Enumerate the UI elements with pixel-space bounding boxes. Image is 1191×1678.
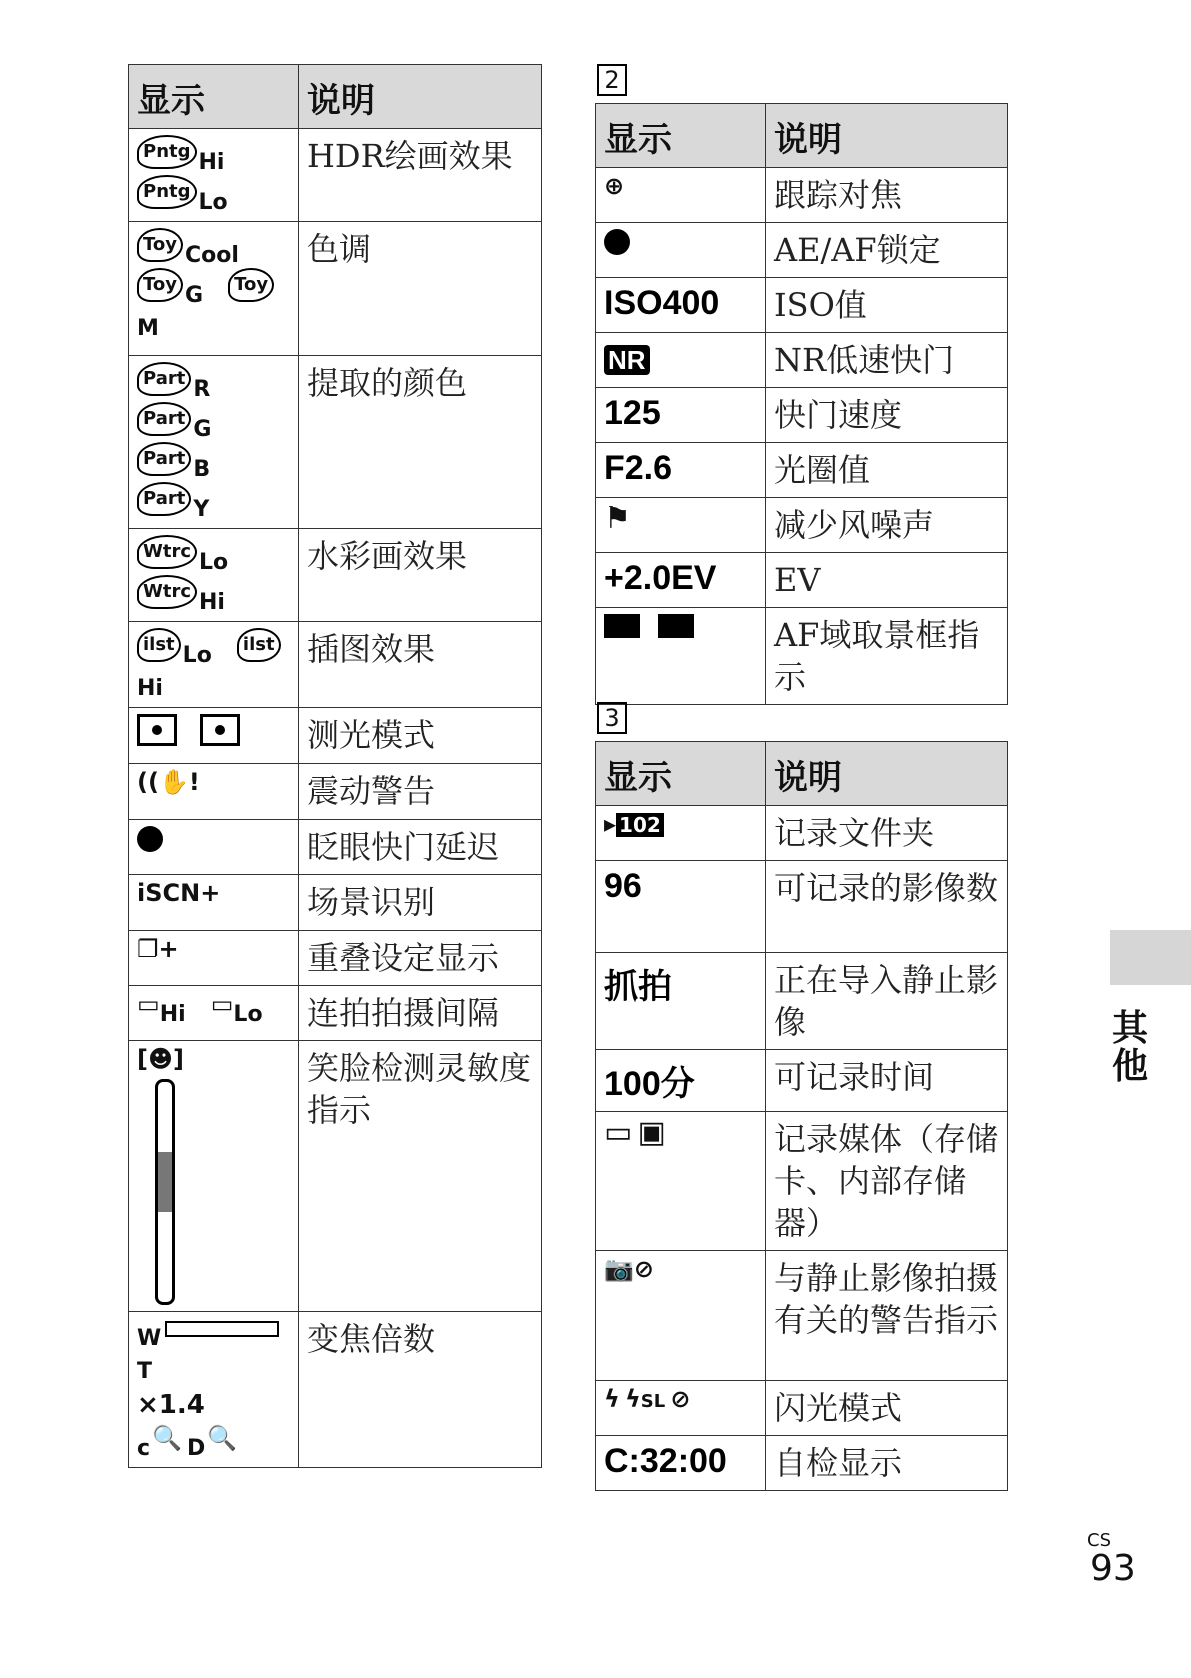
section-number-2: 2 (597, 64, 627, 96)
table-row (596, 553, 1008, 608)
icon-cell (596, 498, 766, 553)
row-desc: AF域取景框指示 (766, 608, 1008, 705)
table-row (596, 1112, 1008, 1251)
icon-cell (129, 820, 299, 875)
header-desc: 说明 (299, 65, 542, 129)
row-desc: 可记录时间 (766, 1050, 1008, 1112)
header-row (129, 65, 542, 129)
table-row (596, 608, 1008, 705)
row-desc: 眨眼快门延迟 (299, 820, 542, 875)
icon-cell (129, 708, 299, 764)
row-desc: 记录文件夹 (766, 806, 1008, 861)
internal-memory-icon: ▣ (637, 1115, 666, 1150)
wtrc-icon: Wtrc (137, 535, 197, 569)
row-desc: 震动警告 (299, 764, 542, 820)
icon-cell (129, 622, 299, 708)
nr-indicator (596, 333, 766, 388)
table-row (129, 875, 542, 931)
flash-slow-sync-icon: ϟSL (624, 1385, 666, 1413)
table-row (596, 806, 1008, 861)
part-icon: Part (137, 362, 191, 396)
blink-icon (137, 826, 163, 852)
row-desc: NR低速快门 (766, 333, 1008, 388)
part-icon: Part (137, 482, 191, 516)
memory-card-icon: ▭ (604, 1115, 633, 1150)
ilst-icon: ilst (137, 628, 181, 662)
icon-cell (596, 806, 766, 861)
burst-hi: Hi (159, 1001, 186, 1027)
aperture-indicator: F2.6 (596, 443, 766, 498)
table-row (596, 861, 1008, 953)
scene-recognition-icon: iSCN+ (137, 879, 221, 907)
zoom-bar-icon (165, 1321, 279, 1337)
icon-cell (129, 356, 299, 529)
row-desc: HDR绘画效果 (299, 129, 542, 222)
icon-cell (129, 1312, 299, 1468)
folder-number: 102 (616, 813, 664, 837)
af-frame-spot-icon (658, 614, 694, 638)
lo-label: Lo (199, 550, 229, 575)
row-desc: 重叠设定显示 (299, 931, 542, 986)
row-desc: EV (766, 553, 1008, 608)
row-desc: 连拍拍摄间隔 (299, 986, 542, 1041)
capture-indicator: 抓拍 (596, 953, 766, 1050)
left-table (128, 64, 542, 1468)
m-label: M (137, 316, 159, 341)
icon-cell (129, 529, 299, 622)
icon-cell (129, 875, 299, 931)
header-display: 显示 (596, 742, 766, 806)
zoom-t: T (137, 1359, 153, 1384)
lo-label: Lo (182, 643, 212, 668)
table-row (129, 820, 542, 875)
part-icon: Part (137, 442, 191, 476)
page-code: CS (1087, 1530, 1111, 1551)
header-desc: 说明 (766, 104, 1008, 168)
pntg-icon: Pntg (137, 175, 197, 209)
page-number: 93 (1090, 1548, 1136, 1589)
header-row (596, 104, 1008, 168)
table-row (129, 931, 542, 986)
image-count: 96 (596, 861, 766, 953)
row-desc: 可记录的影像数 (766, 861, 1008, 953)
ev-indicator: +2.0EV (596, 553, 766, 608)
row-desc: 变焦倍数 (299, 1312, 542, 1468)
icon-cell (596, 1251, 766, 1381)
folder-indicator (604, 812, 664, 836)
row-desc: 与静止影像拍摄有关的警告指示 (766, 1251, 1008, 1381)
toy-icon: Toy (137, 268, 183, 302)
flash-off-icon: ⊘ (670, 1385, 691, 1413)
zoom-d: D (187, 1435, 206, 1461)
row-desc: 减少风噪声 (766, 498, 1008, 553)
burst-icon: ▭ (210, 990, 234, 1018)
table-row (129, 622, 542, 708)
icon-cell (596, 168, 766, 223)
side-label: 其他 (1112, 1008, 1149, 1087)
g-label: G (193, 417, 212, 442)
table-row (129, 356, 542, 529)
table-row (596, 1050, 1008, 1112)
icon-cell (129, 222, 299, 356)
nr-badge: NR (604, 345, 650, 375)
camera-warning-icon: 📷⊘ (604, 1255, 654, 1283)
burst-icon: ▭ (137, 990, 160, 1018)
section2-table (595, 103, 1008, 705)
zoom-c: c (137, 1435, 151, 1461)
row-desc: 快门速度 (766, 388, 1008, 443)
row-desc: 笑脸检测灵敏度指示 (299, 1041, 542, 1312)
pntg-icon: Pntg (137, 135, 197, 169)
metering-multi-icon (137, 714, 177, 746)
zoom-factor: ×1.4 (137, 1390, 205, 1420)
row-desc: 提取的颜色 (299, 356, 542, 529)
table-row (596, 388, 1008, 443)
table-row (596, 443, 1008, 498)
header-display: 显示 (596, 104, 766, 168)
g-label: G (185, 283, 204, 308)
cool-label: Cool (185, 243, 239, 268)
icon-cell (596, 1112, 766, 1251)
record-time: 100分 (596, 1050, 766, 1112)
flash-sl-label: SL (640, 1391, 666, 1412)
row-desc: 测光模式 (299, 708, 542, 764)
zoom-icon: 🔍 (207, 1424, 238, 1452)
row-desc: 记录媒体（存储卡、内部存储器） (766, 1112, 1008, 1251)
smile-meter-icon (155, 1079, 175, 1305)
table-row (596, 1251, 1008, 1381)
table-row (596, 953, 1008, 1050)
row-desc: 闪光模式 (766, 1381, 1008, 1436)
part-icon: Part (137, 402, 191, 436)
hi-label: Hi (137, 676, 163, 701)
tracking-focus-icon: ⊕ (604, 172, 625, 200)
icon-cell (596, 1381, 766, 1436)
row-desc: 色调 (299, 222, 542, 356)
table-row (129, 986, 542, 1041)
icon-cell (596, 223, 766, 278)
row-desc: ISO值 (766, 278, 1008, 333)
shake-warning-icon: ((✋! (137, 768, 200, 796)
toy-icon: Toy (137, 228, 183, 262)
icon-cell (129, 129, 299, 222)
side-tab (1110, 930, 1191, 985)
table-row (596, 168, 1008, 223)
row-desc: 场景识别 (299, 875, 542, 931)
zoom-icon: 🔍 (152, 1424, 182, 1452)
self-diagnosis-indicator: C:32:00 (596, 1436, 766, 1491)
table-row (596, 1381, 1008, 1436)
hi-label: Hi (199, 590, 225, 615)
lo-label: Lo (198, 190, 228, 215)
zoom-w: W (137, 1326, 162, 1351)
metering-spot-icon (200, 714, 240, 746)
icon-cell (129, 764, 299, 820)
table-row (596, 223, 1008, 278)
row-desc: AE/AF锁定 (766, 223, 1008, 278)
r-label: R (193, 377, 211, 402)
iso-indicator: ISO400 (596, 278, 766, 333)
icon-cell (596, 608, 766, 705)
section3-table (595, 741, 1008, 1491)
b-label: B (193, 457, 211, 482)
table-row (596, 278, 1008, 333)
row-desc: 自检显示 (766, 1436, 1008, 1491)
ilst-icon: ilst (237, 628, 281, 662)
focus-dot-icon (604, 229, 630, 255)
table-row (596, 333, 1008, 388)
af-frame-icon (604, 614, 640, 638)
header-display: 显示 (129, 65, 299, 129)
wind-noise-icon: ⚑ (604, 501, 631, 536)
section-number-3: 3 (597, 702, 627, 734)
row-desc: 插图效果 (299, 622, 542, 708)
table-row (129, 708, 542, 764)
row-desc: 水彩画效果 (299, 529, 542, 622)
smile-icon: [☻] (137, 1045, 184, 1073)
burst-lo: Lo (233, 1001, 263, 1027)
wtrc-icon: Wtrc (137, 575, 197, 609)
row-desc: 跟踪对焦 (766, 168, 1008, 223)
header-desc: 说明 (766, 742, 1008, 806)
table-row (129, 1041, 542, 1312)
shutter-indicator: 125 (596, 388, 766, 443)
y-label: Y (193, 497, 210, 522)
table-row (129, 764, 542, 820)
icon-cell (129, 1041, 299, 1312)
hi-label: Hi (198, 150, 225, 175)
table-row (596, 498, 1008, 553)
table-row (129, 222, 542, 356)
table-row (129, 1312, 542, 1468)
table-row (129, 529, 542, 622)
icon-cell (129, 931, 299, 986)
table-row (129, 129, 542, 222)
header-row (596, 742, 1008, 806)
folder-arrow-icon: ▸ (604, 810, 617, 838)
flash-auto-icon: ϟ (604, 1385, 620, 1413)
row-desc: 光圈值 (766, 443, 1008, 498)
toy-icon: Toy (228, 268, 274, 302)
table-row (596, 1436, 1008, 1491)
icon-cell (129, 986, 299, 1041)
row-desc: 正在导入静止影像 (766, 953, 1008, 1050)
overlay-icon: ❐+ (137, 935, 179, 963)
